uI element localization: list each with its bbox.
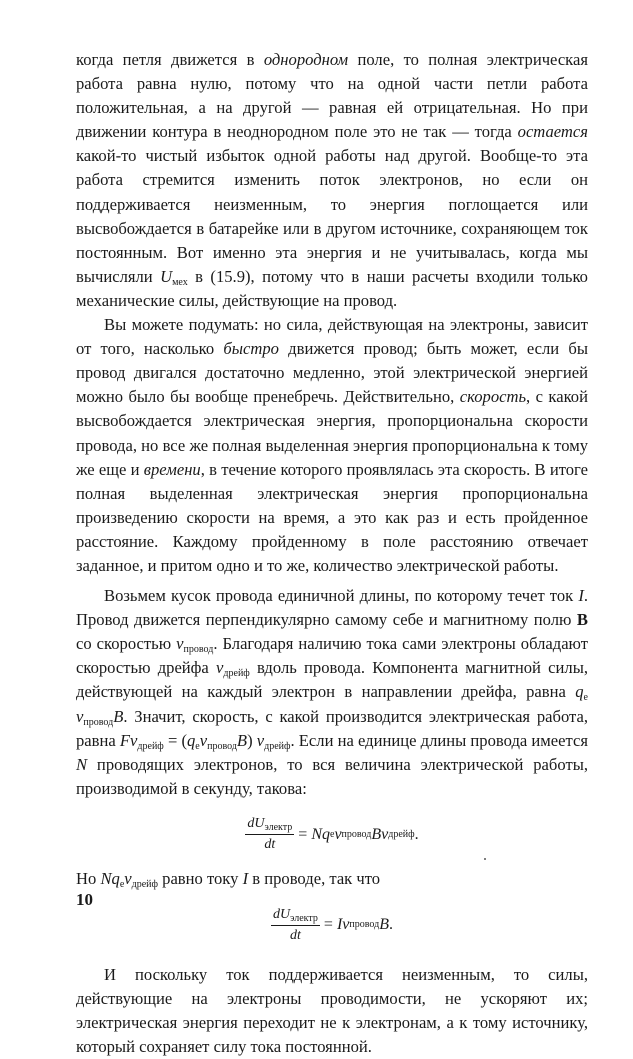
paragraph-5: И поскольку ток поддерживается неизменным, то силы, действующие на электроны проводимости, не ускоряют их; электрическая энергия переходит не к электронам, а к тому источнику, который сохраняет силу тока постоянной. [76, 965, 588, 1057]
fraction: $\frac{dU_{электр}}{dt}$ [273, 906, 318, 943]
paragraph-3: Возьмем кусок провода единичной длины, по которому течет ток I. Провод движется перпендикулярно самому себе и магнитному полю B со скоростью $v_{провод}$. Благодаря наличию тока сами электроны обладают скоростью дрейфа $v_{дрейф}$ вдоль провода. Компонента магнитной силы, действующей на каждый электрон в направлении дрейфа, равна $q_e$ $v_{провод}B$. Значит, скорость, с какой производится электрическая работа, равна $Fv_{дрейф} = (q_ev_{провод}B)$ $v_{дрейф}$. Если на единице длины провода имеется N проводящих электронов, то вся величина электрической работы, производимой в секунду, такова: [76, 586, 588, 798]
speck [484, 858, 486, 860]
emphasis: времени [143, 459, 201, 479]
fraction: $\frac{dU_{электр}}{dt}$ [247, 816, 293, 853]
emphasis: остается [517, 122, 588, 142]
page-number: 10 [76, 890, 93, 909]
emphasis: быстро [223, 339, 279, 359]
paragraph-1: когда петля движется в однородном поле, то полная электрическая работа равна нулю, потому что на одной части петли работа положительная, а на другой — равная ей отрицательная. Но при движении контура в неоднородном поле это не так — тогда остается какой-то чистый избыток одной работы над другой. Вообще-то эта работа стремится изменить поток электронов, но если он поддерживается неизменным, то энергия поглощается или высвобождается в батарейке или в другом источнике, сохраняющем ток постоянным. Вот именно эта энергия и не учитывалась, когда мы вычисляли $U_{мех}$ в (15.9), потому что в наши расчеты входили только механические силы, действующие на провод. [76, 50, 588, 310]
emphasis: однородном [263, 50, 349, 69]
paragraph-4: Но $Nq_ev_{дрейф}$ равно току I в проводе, так что [76, 868, 381, 890]
emphasis: скорость [459, 387, 527, 407]
paragraph-2: Вы можете подумать: но сила, действующая на электроны, зависит от того, насколько быстро движется провод; быть может, если бы провод двигался достаточно медленно, этой электрической энергией можно было бы вообще пренебречь. Действительно, скорость, с какой высвобождается электрическая энергия, пропорциональна скорости провода, но все же полная выделенная энергия пропорциональна к тому же еще и времени, в течение которого проявлялась эта скорость. В итоге полная выделенная электрическая энергия пропорциональна произведению скорости на время, а это как раз и есть пройденное расстояние. Каждому пройденному в поле расстоянию отвечает заданное, и притом одно и то же, количество электрической работы. [76, 315, 588, 575]
page-body [76, 48, 588, 1059]
formula-2: $\frac{dU_{электр}}{dt}$ = Iv провод B . [273, 906, 393, 943]
formula-1: $\frac{dU_{электр}}{dt}$ = Nq e v провод B v дрейф . [247, 816, 419, 853]
